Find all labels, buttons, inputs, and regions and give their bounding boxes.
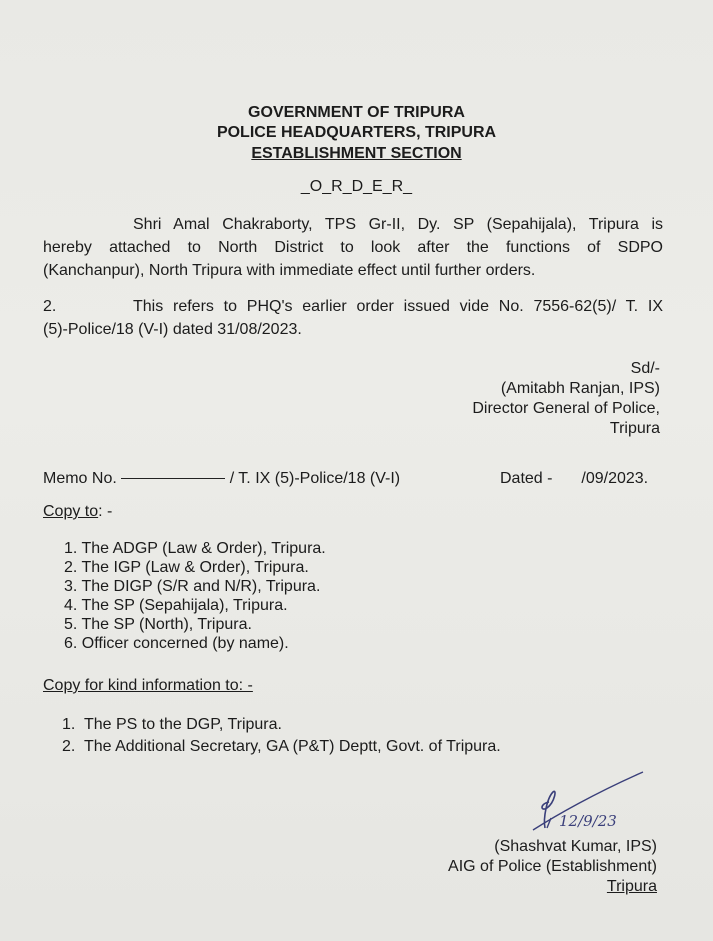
copy-to-item: 5. The SP (North), Tripura. xyxy=(64,616,252,633)
paragraph-2-line-2: (5)-Police/18 (V-I) dated 31/08/2023. xyxy=(43,321,302,338)
header-section xyxy=(0,145,713,163)
copy-to-heading xyxy=(43,503,112,521)
signature-sd: Sd/- xyxy=(630,360,660,377)
header-police-hq: POLICE HEADQUARTERS, TRIPURA xyxy=(216,124,497,141)
copy-info-heading xyxy=(43,677,253,695)
signatory-place-dgp: Tripura xyxy=(609,420,660,437)
memo-dated-label: Dated - xyxy=(500,470,553,487)
signatory-designation-dgp: Director General of Police, xyxy=(472,400,660,417)
order-title: _O_R_D_E_R_ xyxy=(300,178,413,195)
paragraph-2-line-1: This refers to PHQ's earlier order issued vide No. 7556-62(5)/ T. IX xyxy=(133,298,663,315)
handwritten-signature xyxy=(525,768,655,838)
signatory-designation-aig: AIG of Police (Establishment) xyxy=(448,858,657,875)
copy-to-heading-text: Copy to xyxy=(43,503,99,520)
copy-info-heading-text: Copy for kind information to: - xyxy=(43,677,253,694)
memo-number-line xyxy=(43,470,400,488)
copy-to-item: 6. Officer concerned (by name). xyxy=(64,635,289,652)
memo-reference: / T. IX (5)-Police/18 (V-I) xyxy=(229,470,401,487)
signature-block-aig xyxy=(448,837,657,897)
signatory-name-dgp: (Amitabh Ranjan, IPS) xyxy=(500,380,660,397)
header-section-text: ESTABLISHMENT SECTION xyxy=(251,145,462,162)
copy-info-list xyxy=(62,714,501,758)
signatory-place-aig: Tripura xyxy=(606,878,657,895)
copy-to-item: 3. The DIGP (S/R and N/R), Tripura. xyxy=(64,578,321,595)
copy-to-list xyxy=(64,539,326,653)
memo-date: /09/2023. xyxy=(581,470,649,487)
copy-info-item: 1. The PS to the DGP, Tripura. xyxy=(62,716,282,733)
paragraph-1 xyxy=(43,213,663,282)
copy-info-item: 2. The Additional Secretary, GA (P&T) Deptt, Govt. of Tripura. xyxy=(62,738,501,755)
header-government: GOVERNMENT OF TRIPURA xyxy=(248,104,465,121)
paragraph-1-line-2: hereby attached to North District to look after the functions of SDPO xyxy=(43,239,663,256)
signatory-name-aig: (Shashvat Kumar, IPS) xyxy=(494,838,657,855)
copy-to-item: 2. The IGP (Law & Order), Tripura. xyxy=(64,559,309,576)
signature-block-dgp xyxy=(472,359,660,439)
memo-label: Memo No. xyxy=(43,470,117,487)
handwritten-date: 12/9/23 xyxy=(559,812,617,830)
memo-blank xyxy=(121,478,225,479)
paragraph-2 xyxy=(43,295,663,341)
memo-dated xyxy=(500,470,648,488)
paragraph-1-line-3: (Kanchanpur), North Tripura with immediate effect until further orders. xyxy=(43,262,536,279)
copy-to-heading-suffix: : - xyxy=(98,503,113,520)
paragraph-1-line-1: Shri Amal Chakraborty, TPS Gr-II, Dy. SP (Sepahijala), Tripura is xyxy=(133,216,663,233)
paragraph-2-number: 2. xyxy=(43,298,57,315)
copy-to-item: 1. The ADGP (Law & Order), Tripura. xyxy=(64,540,326,557)
copy-to-item: 4. The SP (Sepahijala), Tripura. xyxy=(64,597,288,614)
